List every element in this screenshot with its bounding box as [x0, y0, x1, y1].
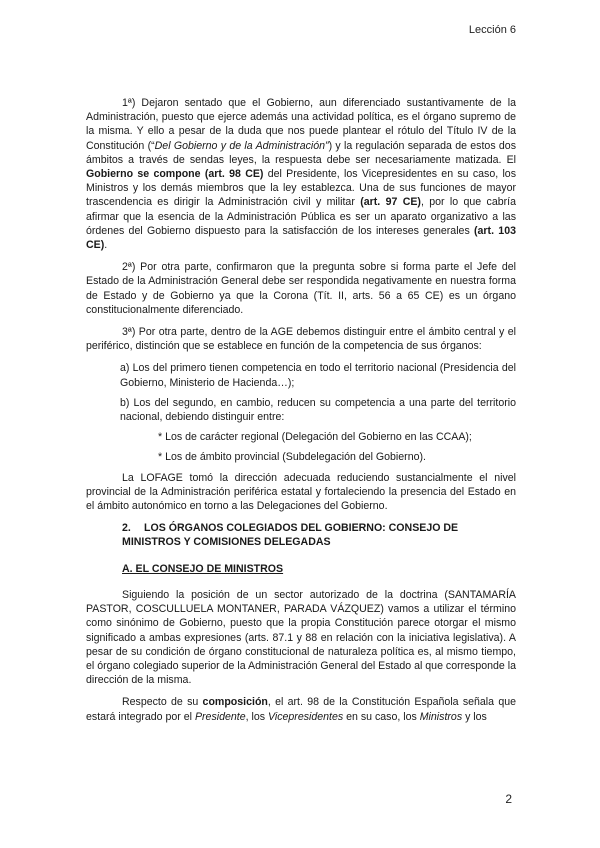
- section-2-heading: [86, 521, 516, 549]
- p6-text-g: en su caso, los: [343, 710, 420, 723]
- list-item-b: b) Los del segundo, en cambio, reducen su competencia a una parte del territorio nacional, debiendo distinguir entre:: [120, 396, 516, 424]
- paragraph-3: 3ª) Por otra parte, dentro de la AGE debemos distinguir entre el ámbito central y el periférico, distinción que se establece en función de la competencia de sus órganos:: [86, 326, 516, 353]
- page-number: 2: [505, 792, 512, 806]
- bullet-regional: * Los de carácter regional (Delegación del Gobierno en las CCAA);: [158, 431, 472, 444]
- paragraph-4: La LOFAGE tomó la dirección adecuada reduciendo sustancialmente el nivel provincial de la Administración periférica estatal y fortaleciendo la presencia del Estado en el ámbito autonómico en torno a las Delegaciones del Gobierno.: [86, 471, 516, 513]
- list-item-a: a) Los del primero tienen competencia en todo el territorio nacional (Presidencia del Gobierno, Ministerio de Hacienda…);: [120, 362, 516, 389]
- paragraph-6: [86, 695, 516, 723]
- p1-bold-art98: (art. 98 CE): [204, 168, 264, 181]
- p6-text-i: y los: [462, 710, 487, 723]
- p1-text-c: ) y la regulación separada de estos dos ámbitos a través de sendas leyes, la respuesta debe ser necesariamente matizada. El: [86, 139, 516, 166]
- p1-text-a: 1ª) Dejaron sentado que el Gobierno, aun diferenciado sustantivamente de la Administración, puesto que ejerce además una actividad política, es el órgano supremo de la misma. Y ello a pesar de la duda que nos puede plantear el rótulo del Título IV de la Constitución (“: [86, 97, 516, 152]
- p6-bold-composicion: composición: [202, 696, 268, 709]
- bullet-provincial: * Los de ámbito provincial (Subdelegación del Gobierno).: [158, 451, 426, 464]
- p1-text-g: del Presidente, los Vicepresidentes en su caso, los Ministros y los demás miembros que la ley establezca. Una de sus funciones de mayor trascendencia es dirigir la Administración civil y militar: [86, 168, 516, 209]
- p1-text-i: , por lo que cabría afirmar que la esencia de la Administración Pública es ser un aparato organizativo a las órdenes del Gobierno dispuesto para la satisfacción de los intereses generales: [86, 196, 516, 237]
- section-2-number: 2.: [122, 522, 131, 535]
- p1-bold-compone: se compone: [133, 168, 205, 181]
- p6-text-e: , los: [245, 710, 268, 723]
- p6-text-a: Respecto de su: [122, 696, 203, 709]
- p6-italic-presidente: Presidente: [194, 710, 246, 723]
- lesson-header: Lección 6: [468, 24, 516, 36]
- p6-italic-vicepresidentes: Vicepresidentes: [267, 710, 344, 723]
- paragraph-1: [86, 96, 516, 252]
- p6-italic-ministros: Ministros: [419, 710, 463, 723]
- p6-text-c: , el art. 98 de la Constitución Española señala que estará integrado por el: [86, 696, 516, 723]
- paragraph-5: Siguiendo la posición de un sector autorizado de la doctrina (SANTAMARÍA PASTOR, COSCULLUELA MONTANER, PARADA VÁZQUEZ) vamos a utilizar el término como sinónimo de Gobierno, puesto que la propia Constitución parece otorgar el mismo significado a ambas expresiones (arts. 87.1 y 88 en relación con la iniciativa legislativa). A pesar de su condición de órgano constitucional de naturaleza política es, al mismo tiempo, el órgano colegiado superior de la Administración General del Estado al que corresponde la dirección de la misma.: [86, 588, 516, 687]
- p1-bold-gobierno: Gobierno: [86, 168, 134, 181]
- paragraph-2: 2ª) Por otra parte, confirmaron que la pregunta sobre si forma parte el Jefe del Estado de la Administración General debe ser respondida negativamente en nuestra forma de Estado y de Gobierno ya que la Corona (Tít. II, arts. 56 a 65 CE) es un órgano constitucionalmente diferenciado.: [86, 261, 516, 316]
- document-body: [86, 96, 516, 732]
- section-2-title: LOS ÓRGANOS COLEGIADOS DEL GOBIERNO: CONSEJO DE MINISTROS Y COMISIONES DELEGADAS: [122, 522, 459, 549]
- p1-bold-art103: (art. 103 CE): [86, 224, 516, 252]
- p1-title-italic: Del Gobierno y de la Administración”: [154, 139, 329, 152]
- section-a-heading: A. EL CONSEJO DE MINISTROS: [122, 562, 284, 575]
- p1-text-k: .: [104, 239, 108, 252]
- p1-bold-art97: (art. 97 CE): [360, 196, 421, 209]
